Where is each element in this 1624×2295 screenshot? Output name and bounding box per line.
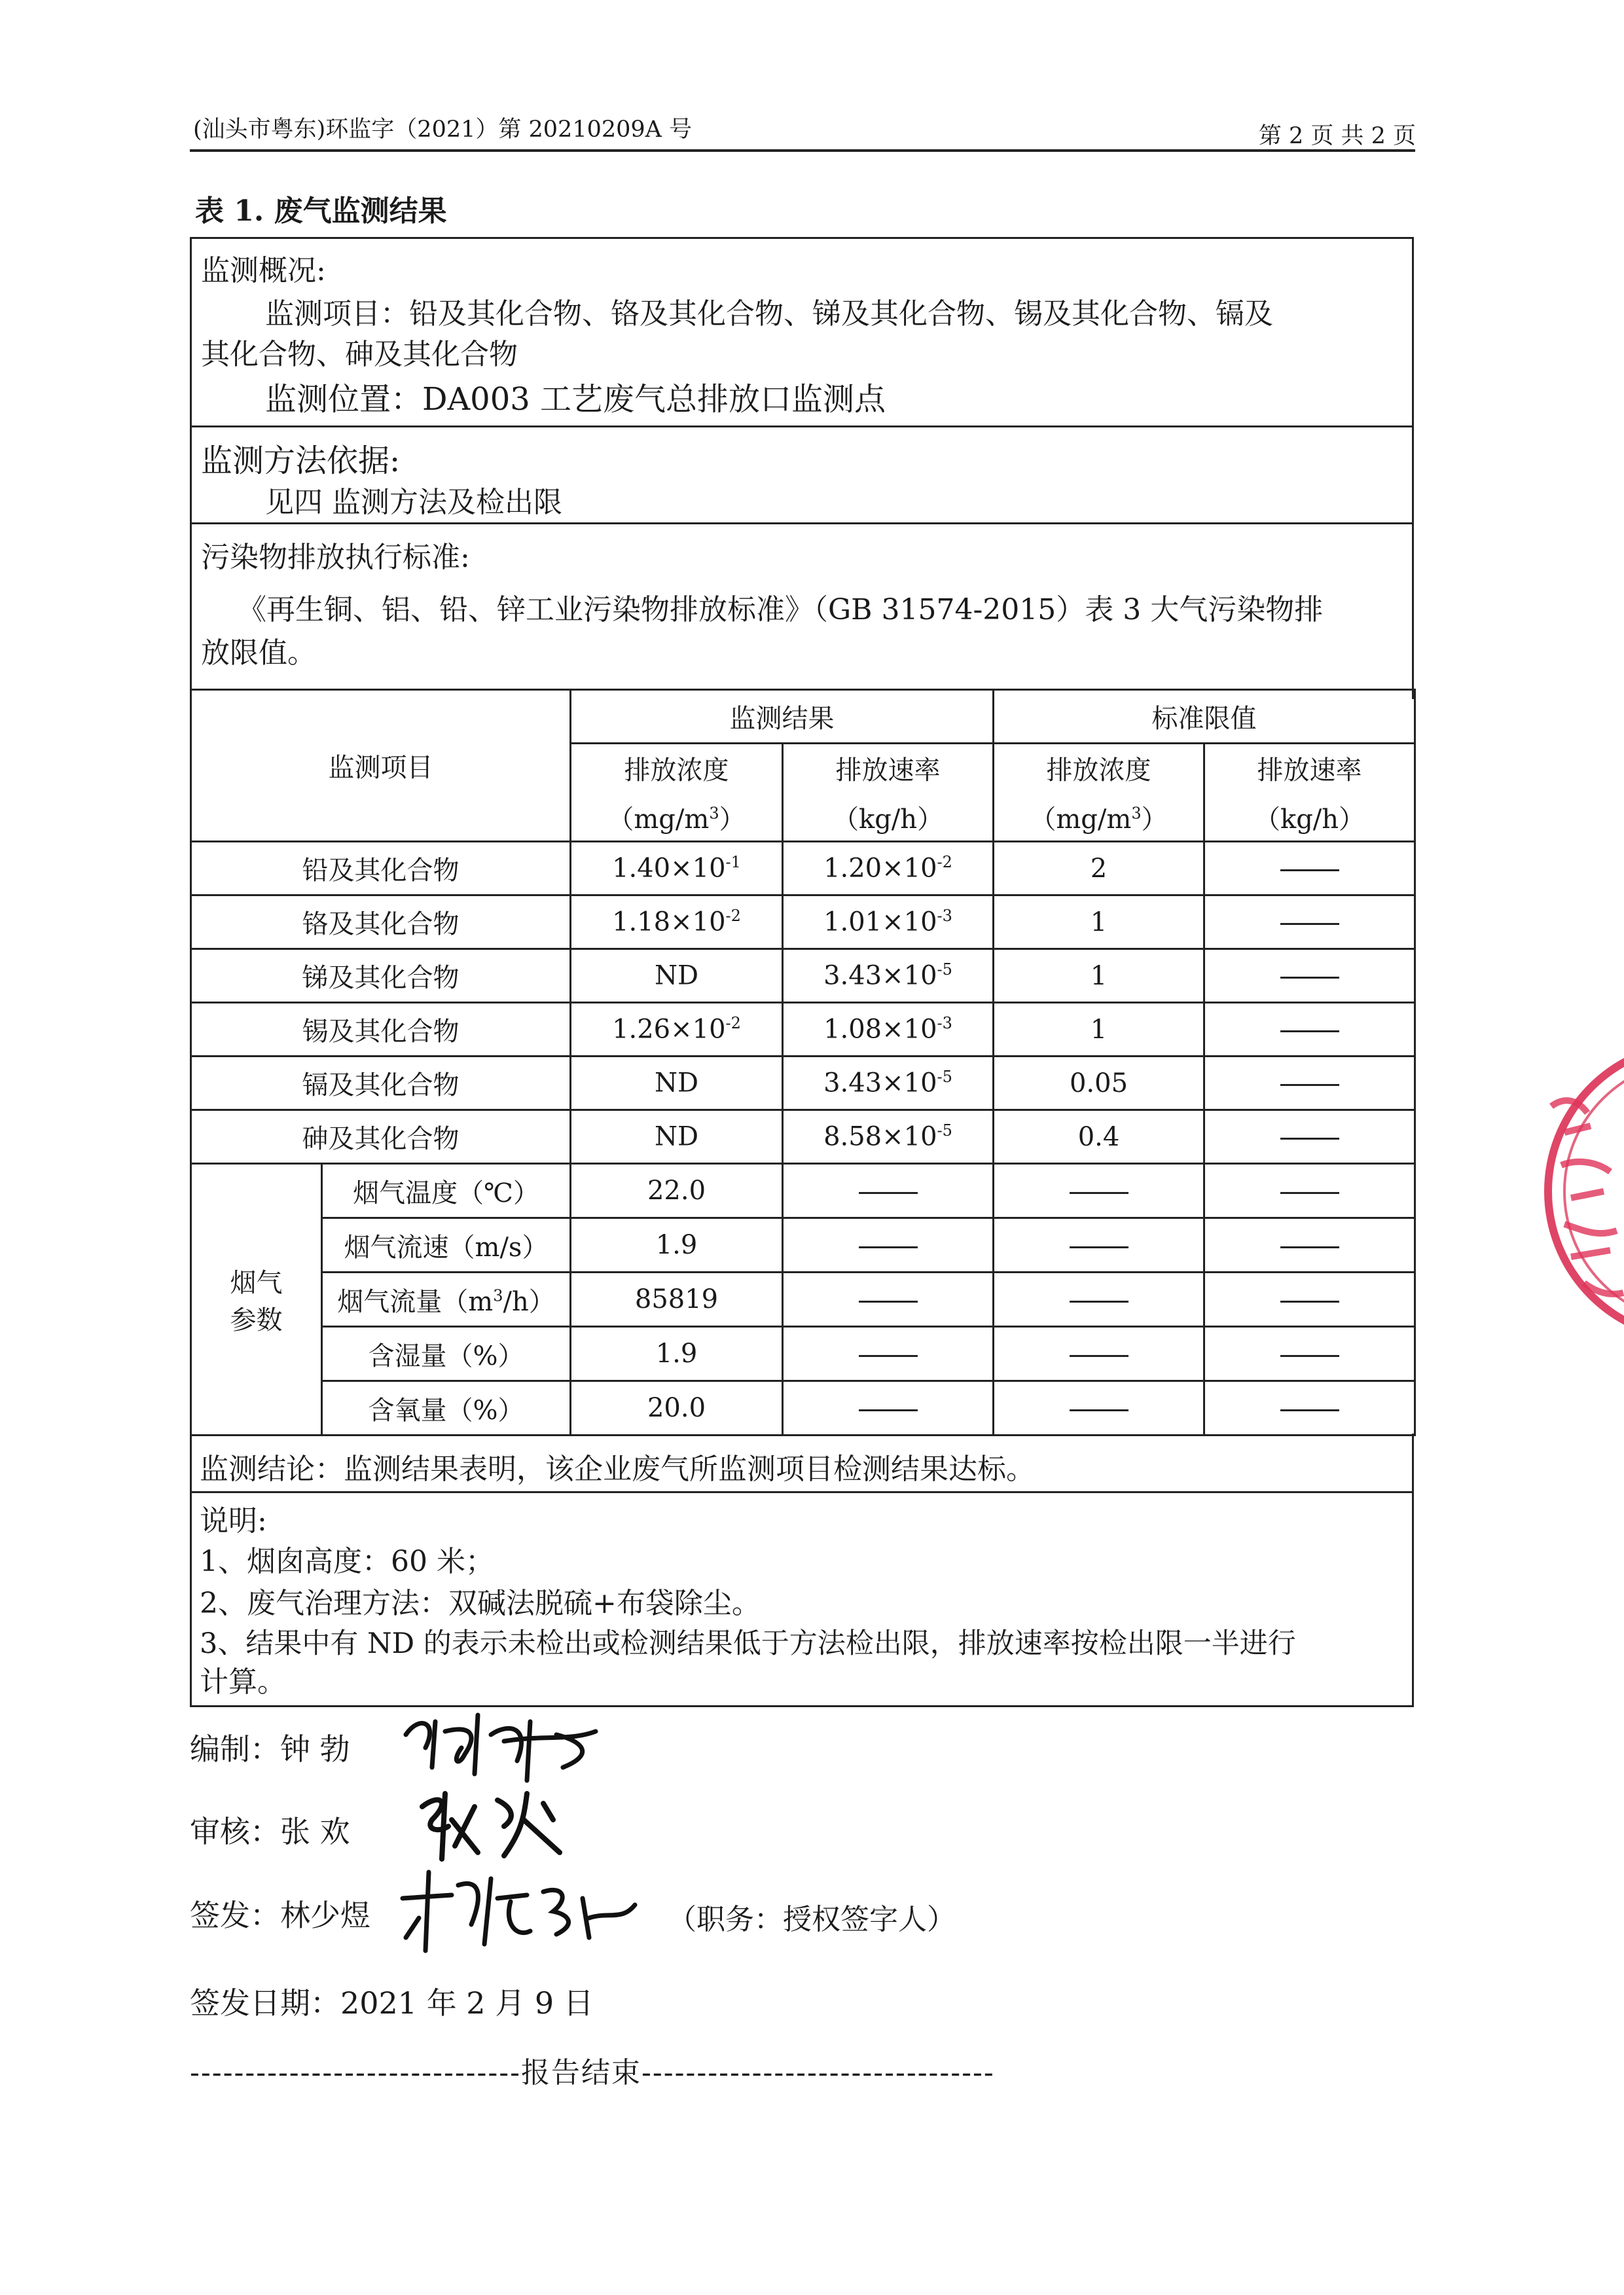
dash-mark — [1280, 923, 1339, 925]
note-1: 1、烟囱高度：60 米； — [200, 1545, 494, 1578]
result-conc: ND — [571, 1057, 783, 1110]
conclusion-text: 监测结论：监测结果表明，该企业废气所监测项目检测结果达标。 — [200, 1453, 1035, 1486]
limit-conc: 1 — [994, 1003, 1204, 1057]
table-row — [191, 949, 1415, 1003]
method-text: 见四 监测方法及检出限 — [265, 486, 562, 519]
standard-section — [190, 522, 1414, 699]
header-limit-conc: 排放浓度 $(mg/m^3)$ — [994, 744, 1204, 842]
dash-mark — [1070, 1192, 1128, 1194]
dash-mark — [1280, 1355, 1339, 1357]
table-row — [191, 1110, 1415, 1164]
header-rule — [190, 149, 1415, 152]
dash-mark — [859, 1192, 918, 1194]
limit-rate — [1204, 1110, 1415, 1164]
limit-conc: 1 — [994, 895, 1204, 949]
dash-mark — [1280, 1246, 1339, 1248]
note-2: 2、废气治理方法：双碱法脱硫+布袋除尘。 — [200, 1587, 761, 1620]
method-section — [190, 425, 1414, 524]
table-row — [191, 1327, 1415, 1381]
result-conc: ND — [571, 949, 783, 1003]
editor-signature — [399, 1695, 609, 1794]
issuer-label: 签发：林少煜 — [190, 1898, 370, 1933]
dash-mark — [1280, 1084, 1339, 1086]
report-end-marker: ------------------------------报告结束-------------------------------- — [190, 2056, 995, 2089]
dash-mark — [1280, 1030, 1339, 1032]
dash-mark — [859, 1409, 918, 1411]
dash-mark — [1280, 977, 1339, 979]
header-result-conc: 排放浓度 $(mg/m^3)$ — [571, 744, 783, 842]
editor-label: 编制：钟 勃 — [190, 1731, 350, 1767]
reviewer-signature — [412, 1780, 569, 1866]
table-row — [191, 895, 1415, 949]
reviewer-label: 审核：张 欢 — [190, 1814, 350, 1849]
flue-param-name: 烟气流速（m/s） — [322, 1218, 571, 1273]
dash-mark — [1070, 1409, 1128, 1411]
header-result-rate: 排放速率 （kg/h） — [783, 744, 994, 842]
flue-param-value: 22.0 — [571, 1164, 783, 1218]
note-3a: 3、结果中有 ND 的表示未检出或检测结果低于方法检出限，排放速率按检出限一半进行 — [200, 1627, 1296, 1660]
results-table — [190, 689, 1416, 1436]
overview-items-line2: 其化合物、砷及其化合物 — [201, 338, 518, 371]
limit-conc: 1 — [994, 949, 1204, 1003]
dash-mark — [1280, 1301, 1339, 1303]
dash-mark — [1280, 869, 1339, 871]
table-row — [191, 1218, 1415, 1273]
issue-date: 签发日期：2021 年 2 月 9 日 — [190, 1985, 594, 2021]
result-rate: $8.58\times 10^{-5}$ — [783, 1110, 994, 1164]
pollutant-name: 锡及其化合物 — [191, 1003, 571, 1057]
page-info: 第 2 页 共 2 页 — [1258, 123, 1416, 149]
header-limit-rate: 排放速率 （kg/h） — [1204, 744, 1415, 842]
table-title: 表 1. 废气监测结果 — [195, 194, 447, 228]
result-rate: $1.08\times 10^{-3}$ — [783, 1003, 994, 1057]
pollutant-name: 铬及其化合物 — [191, 895, 571, 949]
standard-line2: 放限值。 — [201, 636, 316, 670]
result-conc: $1.18\times 10^{-2}$ — [571, 895, 783, 949]
limit-conc: 0.4 — [994, 1110, 1204, 1164]
limit-conc: 2 — [994, 842, 1204, 895]
dash-mark — [1280, 1409, 1339, 1411]
notes-section — [190, 1491, 1414, 1707]
table-row — [191, 1003, 1415, 1057]
overview-section — [190, 237, 1414, 427]
table-row — [191, 1273, 1415, 1327]
flue-param-value: 85819 — [571, 1273, 783, 1327]
flue-param-name: 含湿量（%） — [322, 1327, 571, 1381]
pollutant-name: 铅及其化合物 — [191, 842, 571, 895]
flue-param-name: 烟气流量$(m^3/h)$ — [322, 1273, 571, 1327]
header-monitoring-result: 监测结果 — [571, 690, 994, 744]
result-conc: $1.26\times 10^{-2}$ — [571, 1003, 783, 1057]
notes-heading: 说明: — [200, 1504, 267, 1538]
standard-line1: 《再生铜、铝、铅、锌工业污染物排放标准》（GB 31574-2015）表 3 大气污染物排 — [238, 593, 1324, 626]
header-monitoring-item: 监测项目 — [191, 690, 571, 842]
method-heading: 监测方法依据: — [201, 443, 401, 479]
flue-param-value: 1.9 — [571, 1218, 783, 1273]
limit-rate — [1204, 949, 1415, 1003]
limit-rate — [1204, 1003, 1415, 1057]
result-conc: ND — [571, 1110, 783, 1164]
dash-mark — [859, 1246, 918, 1248]
result-rate: $3.43\times 10^{-5}$ — [783, 1057, 994, 1110]
limit-conc: 0.05 — [994, 1057, 1204, 1110]
dash-mark — [1280, 1192, 1339, 1194]
result-rate: $1.20\times 10^{-2}$ — [783, 842, 994, 895]
result-rate: $3.43\times 10^{-5}$ — [783, 949, 994, 1003]
limit-rate — [1204, 895, 1415, 949]
pollutant-name: 锑及其化合物 — [191, 949, 571, 1003]
result-conc: $1.40\times 10^{-1}$ — [571, 842, 783, 895]
official-seal — [1525, 1034, 1624, 1348]
dash-mark — [859, 1355, 918, 1357]
note-3b: 计算。 — [200, 1665, 286, 1699]
dash-mark — [1280, 1138, 1339, 1140]
dash-mark — [1070, 1355, 1128, 1357]
flue-param-value: 20.0 — [571, 1381, 783, 1436]
dash-mark — [859, 1301, 918, 1303]
table-row — [191, 842, 1415, 895]
limit-rate — [1204, 1057, 1415, 1110]
conclusion-section — [190, 1434, 1414, 1492]
flue-param-value: 1.9 — [571, 1327, 783, 1381]
table-row — [191, 1381, 1415, 1436]
standard-heading: 污染物排放执行标准: — [201, 541, 470, 574]
overview-heading: 监测概况: — [201, 254, 326, 287]
table-row — [191, 1057, 1415, 1110]
dash-mark — [1070, 1246, 1128, 1248]
dash-mark — [1070, 1301, 1128, 1303]
header-standard-limit: 标准限值 — [994, 690, 1415, 744]
document-number: (汕头市粤东)环监字（2021）第 20210209A 号 — [193, 117, 693, 143]
table-row — [191, 1164, 1415, 1218]
overview-location: 监测位置：DA003 工艺废气总排放口监测点 — [265, 381, 886, 418]
pollutant-name: 砷及其化合物 — [191, 1110, 571, 1164]
overview-items-line1: 监测项目：铅及其化合物、铬及其化合物、锑及其化合物、锡及其化合物、镉及 — [265, 297, 1273, 331]
result-rate: $1.01\times 10^{-3}$ — [783, 895, 994, 949]
flue-param-name: 含氧量（%） — [322, 1381, 571, 1436]
flue-gas-group-label: 烟气 参数 — [191, 1164, 322, 1436]
issuer-signature — [393, 1866, 641, 1957]
limit-rate — [1204, 842, 1415, 895]
issuer-role: （职务：授权签字人） — [668, 1903, 956, 1936]
pollutant-name: 镉及其化合物 — [191, 1057, 571, 1110]
flue-param-name: 烟气温度（℃） — [322, 1164, 571, 1218]
